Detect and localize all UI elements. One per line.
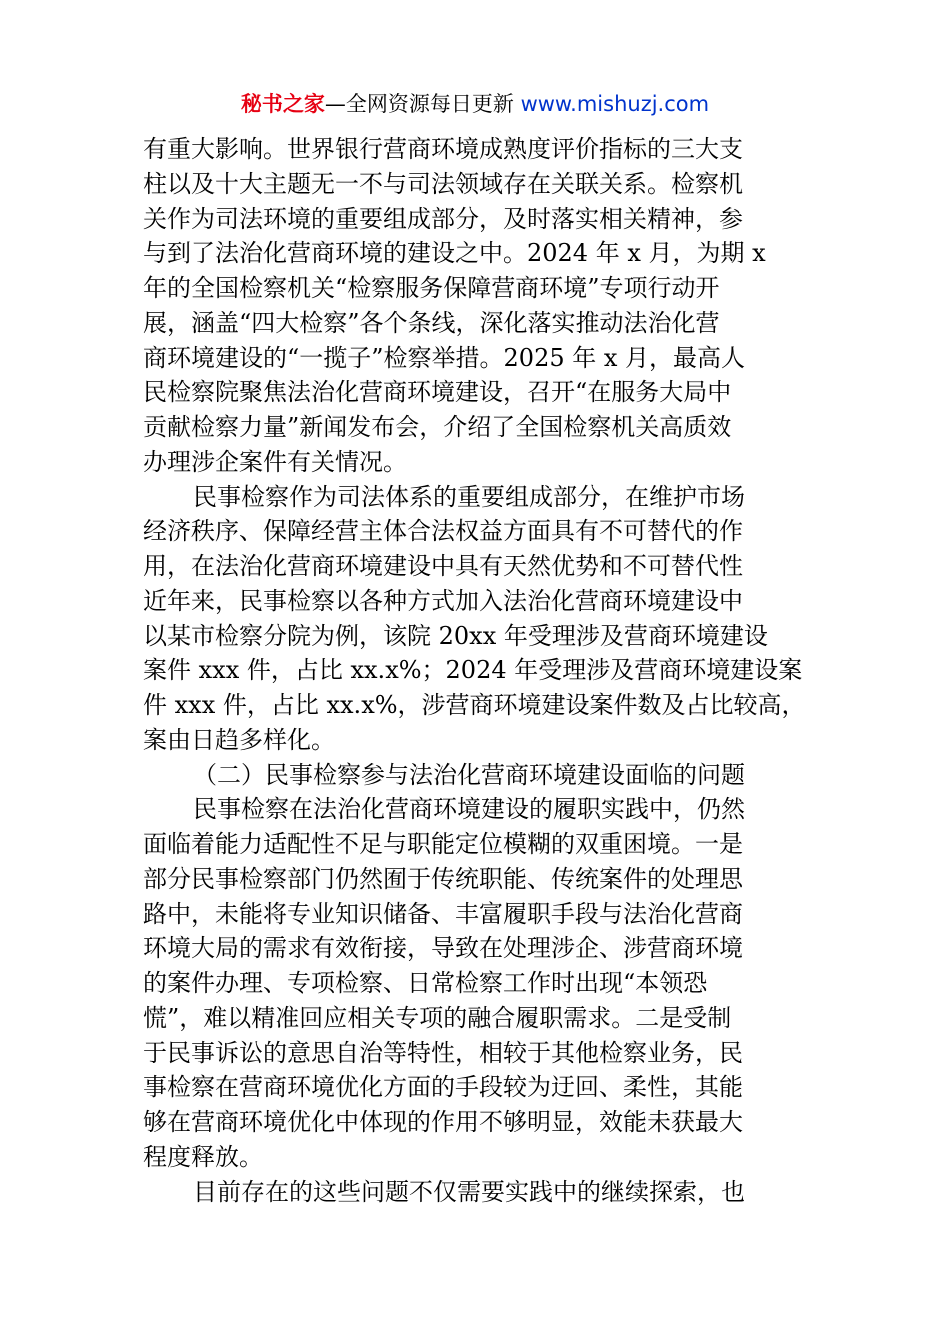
text-line: 经济秩序、保障经营主体合法权益方面具有不可替代的作 <box>143 517 743 546</box>
paragraph-start-line: 目前存在的这些问题不仅需要实践中的继续探索，也 <box>193 1177 745 1206</box>
text-line: 够在营商环境优化中体现的作用不够明显，效能未获最大 <box>143 1108 743 1136</box>
text-line: 民检察院聚焦法治化营商环境建设，召开“在服务大局中 <box>143 378 732 407</box>
text-line: 与到了法治化营商环境的建设之中。2024 年 x 月，为期 x <box>143 239 766 268</box>
section-heading: （二）民事检察参与法治化营商环境建设面临的问题 <box>193 760 745 789</box>
text-line: 程度释放。 <box>143 1142 263 1171</box>
text-line: 商环境建设的“一揽子”检察举措。2025 年 x 月，最高人 <box>143 343 746 372</box>
text-line: 柱以及十大主题无一不与司法领域存在关联关系。检察机 <box>143 169 743 198</box>
document-body <box>143 132 811 1209</box>
site-brand: 秘书之家 <box>240 92 325 116</box>
site-tagline: —全网资源每日更新 <box>324 92 521 116</box>
text-line: 以某市检察分院为例，该院 20xx 年受理涉及营商环境建设 <box>143 621 768 650</box>
site-header <box>0 88 950 120</box>
text-line: 于民事诉讼的意思自治等特性，相较于其他检察业务，民 <box>143 1038 743 1067</box>
text-line: 近年来，民事检察以各种方式加入法治化营商环境建设中 <box>143 586 743 615</box>
text-line: 件 xxx 件，占比 xx.x%，涉营商环境建设案件数及占比较高， <box>143 691 806 719</box>
text-line: 贡献检察力量”新闻发布会，介绍了全国检察机关高质效 <box>143 413 732 441</box>
text-line: 年的全国检察机关“检察服务保障营商环境”专项行动开 <box>143 274 720 302</box>
text-line: 路中，未能将专业知识储备、丰富履职手段与法治化营商 <box>143 899 743 928</box>
text-line: 慌”，难以精准回应相关专项的融合履职需求。二是受制 <box>143 1003 732 1032</box>
text-line: 案由日趋多样化。 <box>143 725 335 754</box>
text-line: 环境大局的需求有效衔接，导致在处理涉企、涉营商环境 <box>143 934 743 963</box>
paragraph-start-line: 民事检察在法治化营商环境建设的履职实践中，仍然 <box>193 795 745 824</box>
text-line: 关作为司法环境的重要组成部分，及时落实相关精神，参 <box>143 204 743 233</box>
text-line: 有重大影响。世界银行营商环境成熟度评价指标的三大支 <box>143 135 743 163</box>
text-line: 的案件办理、专项检察、日常检察工作时出现“本领恐 <box>143 969 708 997</box>
site-url-link[interactable]: www.mishuzj.com <box>520 92 710 116</box>
paragraph-start-line: 民事检察作为司法体系的重要组成部分，在维护市场 <box>193 482 745 511</box>
text-line: 事检察在营商环境优化方面的手段较为迂回、柔性，其能 <box>143 1073 743 1102</box>
text-line: 办理涉企案件有关情况。 <box>143 447 407 476</box>
text-line: 部分民事检察部门仍然囿于传统职能、传统案件的处理思 <box>143 864 743 893</box>
text-line: 案件 xxx 件，占比 xx.x%；2024 年受理涉及营商环境建设案 <box>143 656 803 685</box>
text-line: 展，涵盖“四大检察”各个条线，深化落实推动法治化营 <box>143 308 720 337</box>
text-line: 用，在法治化营商环境建设中具有天然优势和不可替代性 <box>143 552 743 580</box>
text-line: 面临着能力适配性不足与职能定位模糊的双重困境。一是 <box>143 830 743 858</box>
